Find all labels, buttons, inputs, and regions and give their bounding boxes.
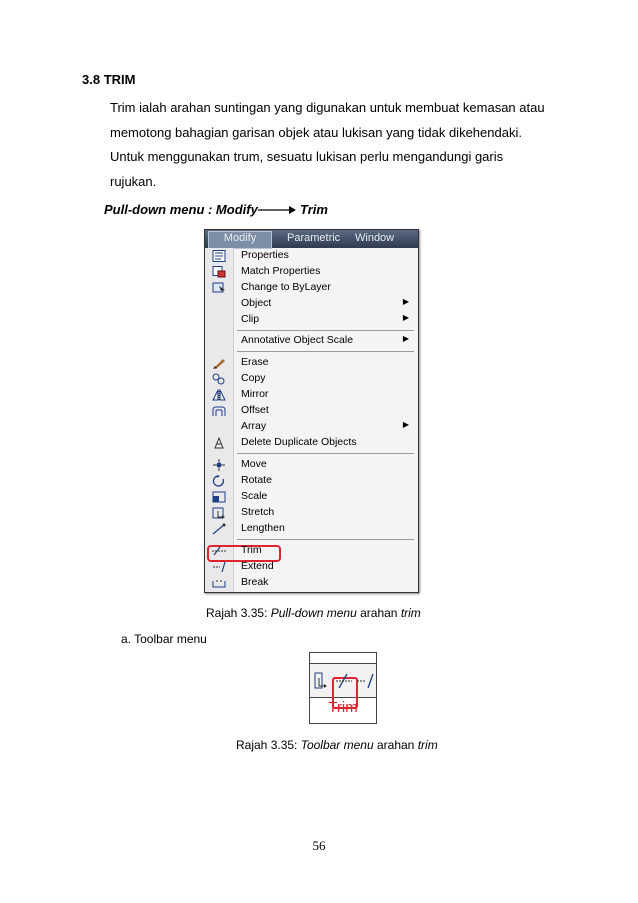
change-bylayer-icon <box>212 282 226 294</box>
menu-item-properties[interactable]: Properties <box>205 248 418 264</box>
stretch-toolbar-icon[interactable] <box>314 672 328 690</box>
move-icon <box>212 459 226 471</box>
submenu-arrow-icon: ▶ <box>402 420 409 429</box>
submenu-arrow-icon: ▶ <box>402 313 409 322</box>
submenu-arrow-icon: ▶ <box>402 297 409 306</box>
menu-item-trim[interactable]: Trim <box>205 543 418 559</box>
extend-icon <box>212 561 226 573</box>
menu-separator <box>237 539 414 540</box>
lengthen-icon <box>212 523 226 535</box>
menu-item-scale[interactable]: Scale <box>205 489 418 505</box>
menu-item-rotate[interactable]: Rotate <box>205 473 418 489</box>
menu-separator <box>237 330 414 331</box>
trim-icon <box>212 545 226 557</box>
menu-item-match-properties[interactable]: Match Properties <box>205 264 418 280</box>
break-icon <box>212 577 226 589</box>
menu-bar-parametric[interactable]: Parametric <box>287 232 341 244</box>
stretch-icon <box>212 507 226 519</box>
arrow-right-icon <box>258 203 296 217</box>
menu-bar <box>205 230 418 248</box>
list-item-toolbar-menu: a. Toolbar menu <box>121 632 207 646</box>
scale-icon <box>212 491 226 503</box>
menu-item-annotative-object-scale[interactable]: Annotative Object Scale ▶ <box>241 334 409 346</box>
toolbar-top-row <box>310 653 376 664</box>
menu-item-break[interactable]: Break <box>205 575 418 591</box>
trim-toolbar-icon[interactable] <box>335 672 353 690</box>
modify-pulldown-menu <box>204 229 419 593</box>
menu-item-array[interactable]: Array ▶ <box>241 420 409 432</box>
offset-icon <box>212 405 226 417</box>
menu-item-lengthen[interactable]: Lengthen <box>205 521 418 537</box>
figure-caption-toolbar: Rajah 3.35: Toolbar menu arahan trim <box>236 738 438 752</box>
section-title: TRIM <box>103 72 136 87</box>
mirror-icon <box>212 389 226 401</box>
paragraph-line: memotong bahagian garisan objek atau lukisan yang tidak dikehendaki. <box>110 124 522 140</box>
menu-item-mirror[interactable]: Mirror <box>205 387 418 403</box>
rotate-icon <box>212 475 226 487</box>
erase-icon <box>212 357 226 369</box>
menu-bar-window[interactable]: Window <box>355 232 395 244</box>
menu-item-extend[interactable]: Extend <box>205 559 418 575</box>
menu-item-stretch[interactable]: Stretch <box>205 505 418 521</box>
body-paragraph <box>110 96 547 194</box>
menu-separator <box>237 453 414 454</box>
paragraph-line: rujukan. <box>110 173 157 189</box>
match-properties-icon <box>212 266 226 278</box>
copy-icon <box>212 373 226 385</box>
delete-duplicate-icon <box>212 437 226 449</box>
menu-item-delete-duplicate-objects[interactable]: Delete Duplicate Objects <box>205 435 418 451</box>
menu-item-copy[interactable]: Copy <box>205 371 418 387</box>
pulldown-instruction: Pull-down menu : Modify <box>104 202 258 217</box>
section-heading <box>82 72 135 87</box>
section-number: 3.8 <box>82 72 101 87</box>
menu-separator <box>237 351 414 352</box>
menu-item-clip[interactable]: Clip ▶ <box>241 313 409 325</box>
toolbar-trim-label: Trim <box>328 699 358 716</box>
menu-item-move[interactable]: Move <box>205 457 418 473</box>
pulldown-target: Trim <box>300 202 328 217</box>
menu-item-erase[interactable]: Erase <box>205 355 418 371</box>
menu-item-change-to-bylayer[interactable]: Change to ByLayer <box>205 280 418 296</box>
figure-caption-pulldown: Rajah 3.35: Pull-down menu arahan trim <box>206 606 421 620</box>
menu-bar-modify[interactable]: Modify <box>208 231 272 249</box>
trim-toolbar <box>309 652 377 724</box>
paragraph-line: Untuk menggunakan trum, sesuatu lukisan perlu mengandungi garis <box>110 149 504 164</box>
submenu-arrow-icon: ▶ <box>402 334 409 343</box>
properties-icon <box>212 250 226 262</box>
extend-toolbar-icon[interactable] <box>357 672 374 690</box>
menu-item-object[interactable]: Object ▶ <box>241 297 409 309</box>
page-number: 56 <box>312 838 326 853</box>
menu-item-offset[interactable]: Offset <box>205 403 418 419</box>
toolbar-button-row <box>310 664 376 698</box>
paragraph-line: Trim ialah arahan suntingan yang digunakan untuk membuat kemasan atau <box>110 100 545 115</box>
